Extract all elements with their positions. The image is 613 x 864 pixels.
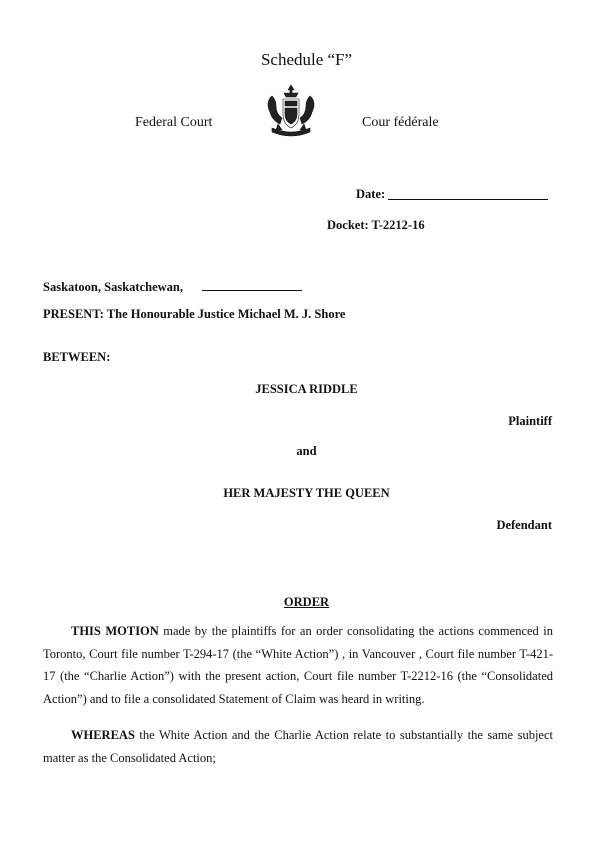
plaintiff-name: JESSICA RIDDLE (255, 382, 358, 396)
and-separator: and (296, 444, 317, 458)
date-blank-line (388, 199, 548, 200)
between-label: BETWEEN: (43, 350, 111, 364)
motion-text: made by the plaintiffs for an order consolidating the actions commenced in Toronto, Court file number T-294-17 (the “White Action”) , in Vancouver , Court file number T-421-17 (the “Charlie Action”) with the present action, Court file number T-2212-16 (the “Consolidated Action”) and to file a consolidated Statement of Claim was heard in writing. (43, 624, 553, 706)
present-justice: PRESENT: The Honourable Justice Michael M. J. Shore (43, 307, 346, 321)
motion-paragraph (43, 620, 553, 710)
plaintiff-role: Plaintiff (508, 414, 552, 428)
court-name-french: Cour fédérale (362, 115, 439, 130)
docket-number: Docket: T-2212-16 (327, 218, 425, 232)
court-crest-icon (262, 84, 320, 140)
schedule-title: Schedule “F” (260, 50, 353, 69)
whereas-lead: WHEREAS (71, 728, 135, 742)
place-line: Saskatoon, Saskatchewan, (43, 280, 183, 294)
court-name-english: Federal Court (135, 115, 213, 130)
motion-lead: THIS MOTION (71, 624, 159, 638)
defendant-role: Defendant (496, 518, 552, 532)
defendant-name: HER MAJESTY THE QUEEN (223, 486, 390, 500)
place-date-blank-line (202, 290, 302, 291)
date-label: Date: (356, 187, 386, 201)
whereas-paragraph (43, 724, 553, 769)
whereas-text: the White Action and the Charlie Action relate to substantially the same subject matter as the Consolidated Action; (43, 728, 553, 765)
order-heading: ORDER (283, 595, 330, 609)
